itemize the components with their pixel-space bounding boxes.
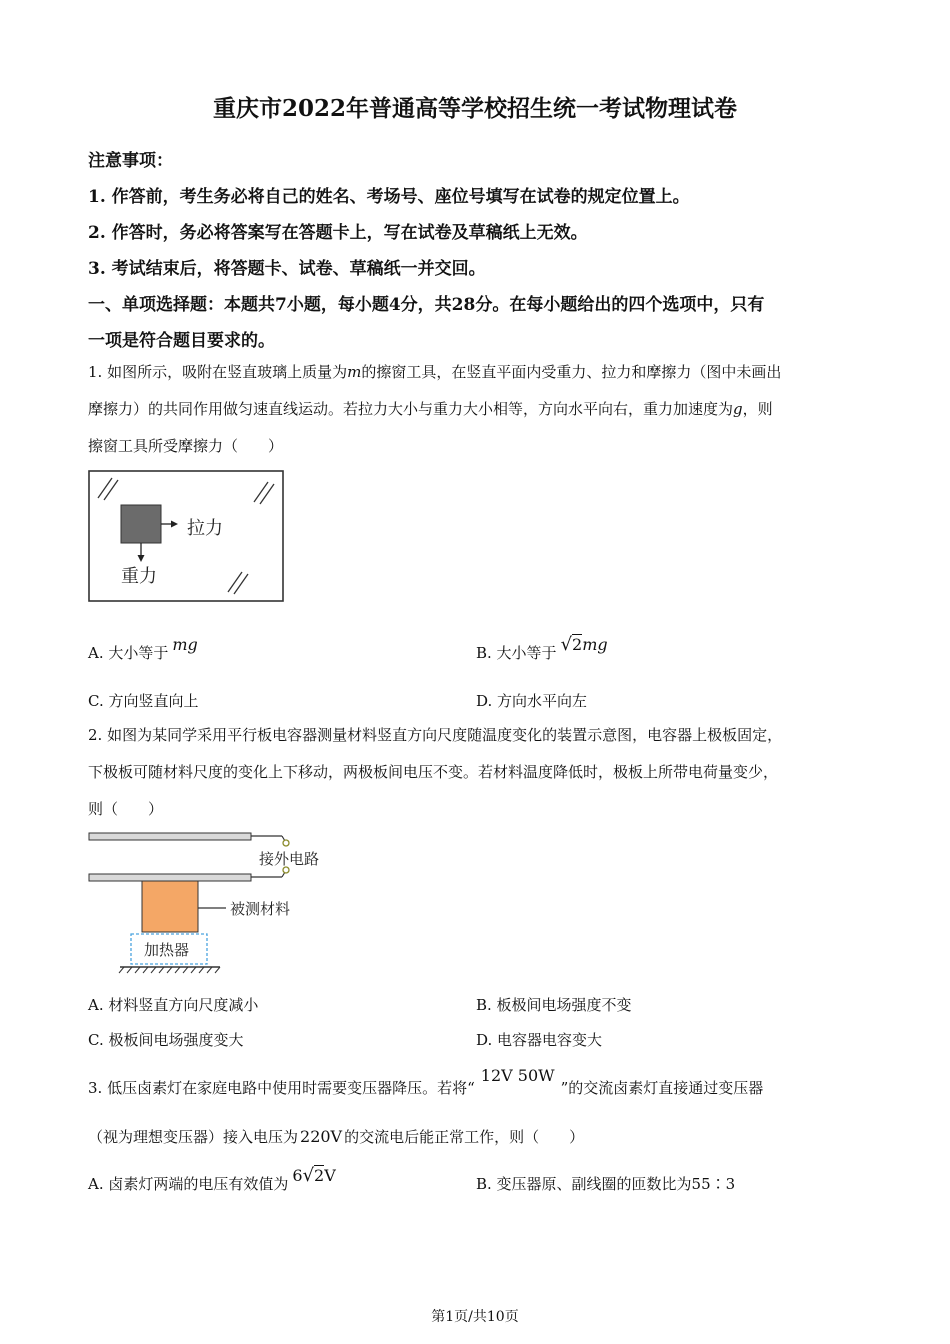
notice-item-1: 1. 作答前，考生务必将自己的姓名、考场号、座位号填写在试卷的规定位置上。 (88, 187, 690, 207)
q1-line-1: 1. 如图所示，吸附在竖直玻璃上质量为m的擦窗工具，在竖直平面内受重力、拉力和摩擦力（图中未画出 (88, 363, 782, 381)
q2-option-b[interactable]: B. 板极间电场强度不变 (476, 996, 632, 1014)
material-block (142, 881, 198, 932)
lamp-spec: 12V 50W (480, 1066, 555, 1085)
label-heater: 加热器 (144, 941, 190, 959)
label-pull: 拉力 (187, 518, 223, 539)
section1-intro: 一、单项选择题：本题共7小题，每小题4分，共28分。在每小题给出的四个选项中，只有 (88, 295, 765, 315)
q1-option-c[interactable]: C. 方向竖直向上 (88, 692, 199, 710)
q2-option-a[interactable]: A. 材料竖直方向尺度减小 (88, 996, 259, 1014)
terminal-upper (283, 840, 289, 846)
glass-frame (89, 471, 283, 601)
q1-figure (86, 468, 288, 606)
page-title: 重庆市2022年普通高等学校招生统一考试物理试卷 (212, 95, 737, 122)
q1-line-3: 擦窗工具所受摩擦力（ ） (88, 437, 284, 455)
q1-option-b[interactable]: B. 大小等于 √2mg (476, 634, 608, 662)
q2-line-2: 下极板可随材料尺度的变化上下移动，两极板间电压不变。若材料温度降低时，极板上所带电荷量变少， (88, 763, 779, 781)
q1-line-2: 摩擦力）的共同作用做匀速直线运动。若拉力大小与重力大小相等，方向水平向右，重力加速度为g，则 (88, 400, 773, 418)
q2-figure (86, 828, 346, 978)
ground-hatch (119, 967, 220, 973)
label-gravity: 重力 (121, 566, 157, 587)
notice-heading: 注意事项： (88, 151, 173, 171)
section1-intro-cont: 一项是符合题目要求的。 (88, 331, 275, 351)
lower-plate (89, 874, 251, 881)
label-external-circuit: 接外电路 (259, 850, 320, 868)
notice-item-2: 2. 作答时，务必将答案写在答题卡上，写在试卷及草稿纸上无效。 (88, 223, 588, 243)
q2-option-d[interactable]: D. 电容器电容变大 (476, 1031, 603, 1049)
q2-line-1: 2. 如图为某同学采用平行板电容器测量材料竖直方向尺度随温度变化的装置示意图，电容器上极板固定， (88, 726, 783, 744)
q1-stem (88, 354, 868, 465)
q2-stem (88, 717, 868, 828)
q2-option-c[interactable]: C. 极板间电场强度变大 (88, 1031, 244, 1049)
pull-arrow-head (171, 521, 178, 528)
upper-plate (89, 833, 251, 840)
q1-option-d[interactable]: D. 方向水平向左 (476, 692, 588, 710)
q3-option-a[interactable]: A. 卤素灯两端的电压有效值为 6√2V (88, 1165, 336, 1193)
q3-line-2: （视为理想变压器）接入电压为 220V 的交流电后能正常工作，则（ ） (88, 1127, 585, 1146)
gravity-arrow-head (138, 555, 145, 562)
label-material: 被测材料 (230, 900, 291, 918)
q3-line-1: 3. 低压卤素灯在家庭电路中使用时需要变压器降压。若将“12V 50W”的交流卤素灯直接通过变压器 (88, 1066, 764, 1097)
notice-item-3: 3. 考试结束后，将答题卡、试卷、草稿纸一并交回。 (88, 259, 486, 279)
q1-option-a[interactable]: A. 大小等于 mg (88, 635, 198, 662)
page-footer: 第1页/共10页 (431, 1309, 519, 1325)
q2-line-3: 则（ ） (88, 800, 164, 818)
q3-option-b[interactable]: B. 变压器原、副线圈的匝数比为55∶3 (476, 1175, 736, 1193)
window-cleaner-block (121, 505, 161, 543)
